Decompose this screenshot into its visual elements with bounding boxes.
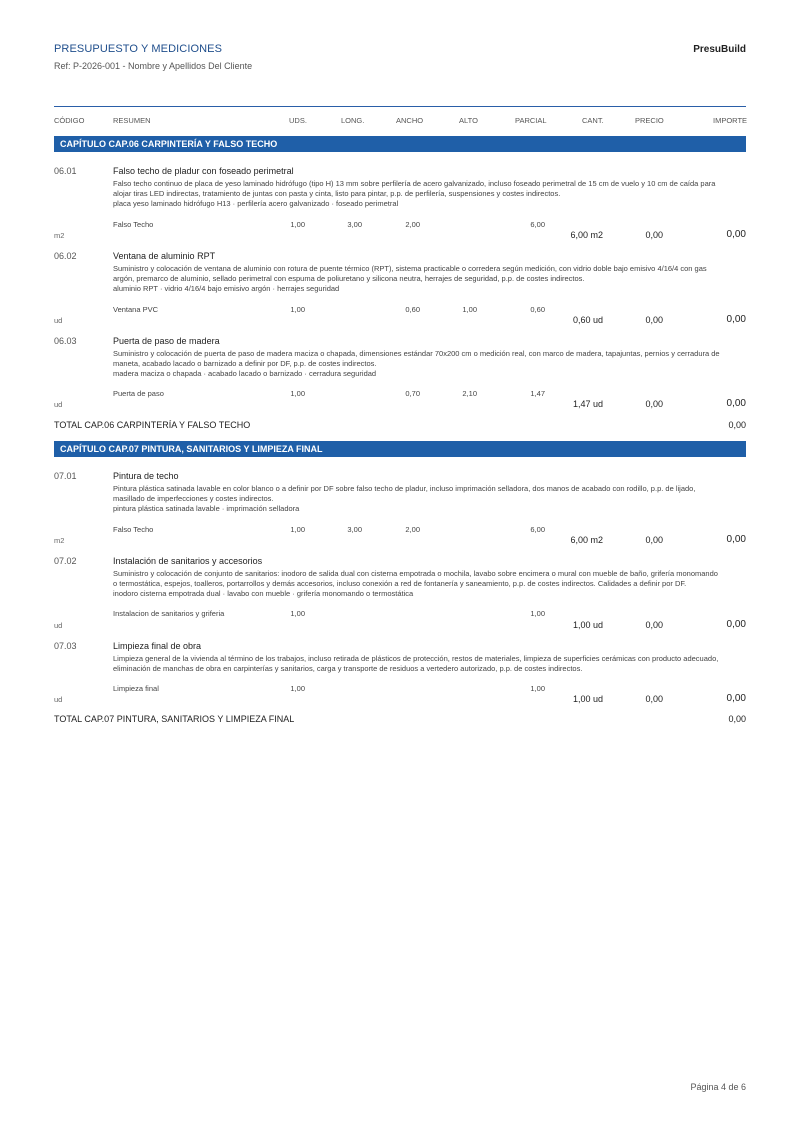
page-number: Página 4 de 6 [690,1082,746,1092]
item-code: 06.01 [54,166,77,176]
col-codigo: CÓDIGO [54,116,85,125]
measure-long: 3,00 [347,525,362,534]
item-price: 0,00 [645,399,663,409]
measure-uds: 1,00 [290,389,305,398]
col-ancho: ANCHO [396,116,424,125]
item-quantity: 1,00 ud [572,620,603,630]
item-title: Ventana de aluminio RPT [113,251,216,261]
item-description: Suministro y colocación de puerta de paso de madera maciza o chapada, dimensiones estándar 70x200 cm o medición real, con marco de madera, tapajuntas, pernios y cerradura de maneta, acabado lacado o barnizado a definir por DF, p.p. de costes indirectos. madera maciza o chapada · acabado lacado o barnizado · cerradura seguridad [113,349,720,378]
chapter-total-value: 0,00 [728,714,746,724]
item-description: Suministro y colocación de conjunto de sanitarios: inodoro de salida dual con cisterna empotrada o mochila, lavabo sobre encimera o mural con mueble de baño, grifería monomando o termostática, espejos, toalleros, portarrollos y demás accesorios, incluso conexión a red de fontanería y saneamiento, p.p. de costes indirectos. Calidades a definir por DF. inodoro cisterna empotrada dual · lavabo con mueble · grifería monomando o termostática [113,569,718,598]
item-quantity: 1,00 ud [572,694,603,704]
measure-label: Falso Techo [113,220,154,229]
item-code: 07.03 [54,641,77,651]
measure-uds: 1,00 [290,609,305,618]
col-parcial: PARCIAL [515,116,547,125]
measure-uds: 1,00 [290,220,305,229]
measure-label: Ventana PVC [113,305,159,314]
measure-label: Puerta de paso [113,389,164,398]
item-unit: ud [54,621,63,630]
measure-uds: 1,00 [290,684,305,693]
measure-ancho: 2,00 [405,525,420,534]
document-reference: Ref: P-2026-001 - Nombre y Apellidos Del Cliente [54,61,253,71]
col-long: LONG. [341,116,365,125]
item-amount: 0,00 [726,534,746,545]
measure-long: 3,00 [347,220,362,229]
item-unit: m2 [54,536,65,545]
measure-ancho: 2,00 [405,220,420,229]
measure-parcial: 6,00 [530,525,545,534]
item-amount: 0,00 [726,229,746,240]
item-price: 0,00 [645,535,663,545]
item-title: Pintura de techo [113,471,179,481]
item-unit: ud [54,316,63,325]
measure-label: Falso Techo [113,525,154,534]
measure-uds: 1,00 [290,305,305,314]
item-code: 06.02 [54,251,77,261]
measure-alto: 2,10 [462,389,477,398]
measure-ancho: 0,70 [405,389,420,398]
chapter-total-label: TOTAL CAP.06 CARPINTERÍA Y FALSO TECHO [54,420,251,430]
item-quantity: 6,00 m2 [570,535,603,545]
item-quantity: 1,47 ud [572,399,603,409]
item-description: Suministro y colocación de ventana de aluminio con rotura de puente térmico (RPT), sistema practicable o corredera según medición, con vidrio doble bajo emisivo 4/16/4 con gas argón, premarco de aluminio, sellado perimetral con espuma de poliuretano y silicona neutra, herrajes de seguridad, p.p. de costes indirectos. aluminio RPT · vidrio 4/16/4 bajo emisivo argón · herrajes seguridad [113,264,707,293]
item-amount: 0,00 [726,398,746,409]
col-resumen: RESUMEN [113,116,151,125]
measure-parcial: 1,00 [530,609,545,618]
item-price: 0,00 [645,620,663,630]
item-amount: 0,00 [726,619,746,630]
header-divider [54,106,746,107]
measure-parcial: 0,60 [530,305,545,314]
chapter-heading: CAPÍTULO CAP.07 PINTURA, SANITARIOS Y LIMPIEZA FINAL [54,441,746,457]
item-quantity: 0,60 ud [572,315,603,325]
item-title: Falso techo de pladur con foseado perimetral [113,166,294,176]
item-code: 07.01 [54,471,77,481]
item-description: Falso techo continuo de placa de yeso laminado hidrófugo (tipo H) 13 mm sobre perfilería de acero galvanizado, incluso foseado perimetral de 15 cm de vuelo y 10 cm de caída para alojar tiras LED indirectas, tratamiento de juntas con pasta y cinta, listo para pintar, p.p. de perfilería, suspensiones y costes indirectos. placa yeso laminado hidrófugo H13 · perfilería acero galvanizado · foseado perimetral [113,179,716,208]
item-amount: 0,00 [726,314,746,325]
item-quantity: 6,00 m2 [570,230,603,240]
measure-label: Instalacion de sanitarios y griferia [113,609,225,618]
item-price: 0,00 [645,230,663,240]
item-price: 0,00 [645,694,663,704]
measure-uds: 1,00 [290,525,305,534]
item-amount: 0,00 [726,693,746,704]
col-uds: UDS. [289,116,307,125]
item-unit: ud [54,695,63,704]
item-unit: m2 [54,231,65,240]
chapter-total-value: 0,00 [728,420,746,430]
item-description: Pintura plástica satinada lavable en color blanco o a definir por DF sobre falso techo de pladur, incluso imprimación selladora, dos manos de acabado con rodillo, p.p. de lijado, masillado de imperfecciones y costes indirectos. pintura plástica satinada lavable · imprimación selladora [113,484,696,513]
measure-label: Limpieza final [113,684,159,693]
item-unit: ud [54,400,63,409]
item-title: Puerta de paso de madera [113,336,220,346]
chapter-total-label: TOTAL CAP.07 PINTURA, SANITARIOS Y LIMPIEZA FINAL [54,714,295,724]
col-importe: IMPORTE [713,116,748,125]
measure-parcial: 6,00 [530,220,545,229]
item-code: 06.03 [54,336,77,346]
chapter-heading: CAPÍTULO CAP.06 CARPINTERÍA Y FALSO TECHO [54,136,746,152]
item-price: 0,00 [645,315,663,325]
brand-logo-text: PresuBuild [693,44,746,55]
measure-alto: 1,00 [462,305,477,314]
col-precio: PRECIO [635,116,664,125]
item-title: Instalación de sanitarios y accesorios [113,556,263,566]
document-title: PRESUPUESTO Y MEDICIONES [54,43,223,55]
measure-ancho: 0,60 [405,305,420,314]
measure-parcial: 1,00 [530,684,545,693]
col-alto: ALTO [459,116,478,125]
item-code: 07.02 [54,556,77,566]
col-cant: CANT. [582,116,604,125]
measure-parcial: 1,47 [530,389,545,398]
item-description: Limpieza general de la vivienda al término de los trabajos, incluso retirada de plásticos de protección, restos de materiales, limpieza de superficies cerámicas con producto adecuado, eliminación de manchas de obra en carpinterías y sanitarios, carga y transporte de residuos a vertedero autorizado, p.p. de costes indirectos. [113,654,719,673]
item-title: Limpieza final de obra [113,641,202,651]
